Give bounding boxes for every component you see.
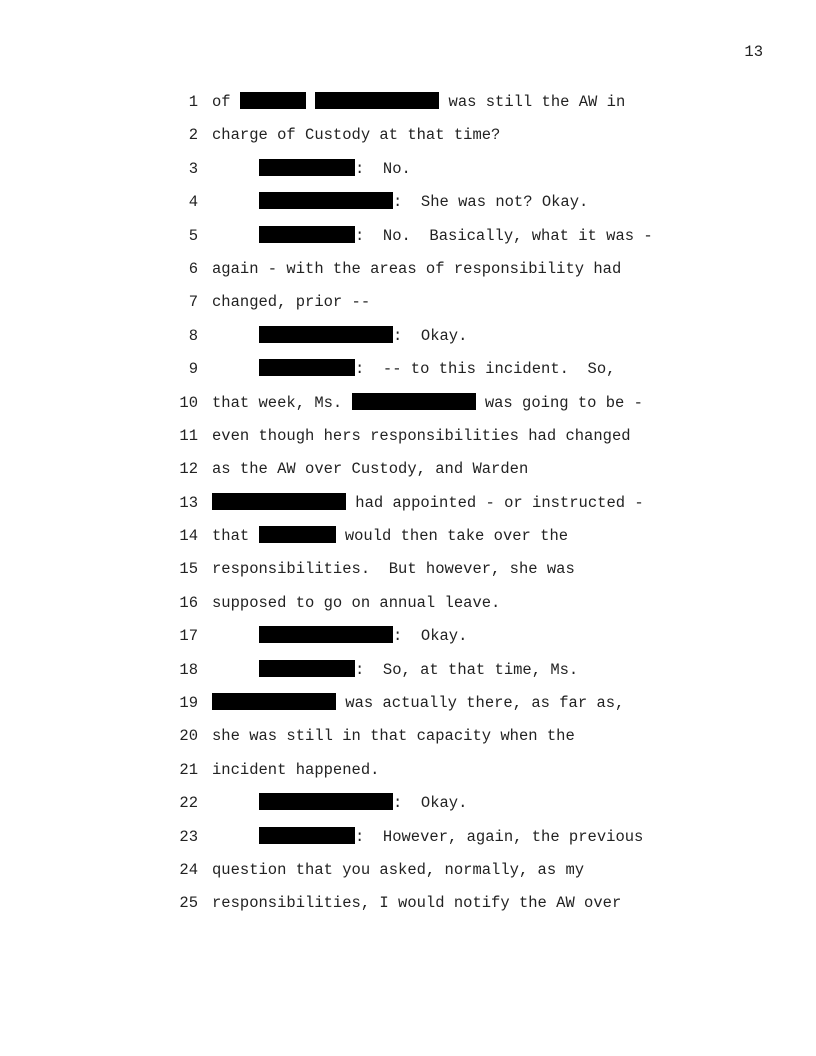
transcript-line [0, 821, 816, 854]
line-number: 4 [188, 193, 198, 212]
redaction-box [212, 493, 346, 510]
transcript-line [0, 353, 816, 386]
line-text [212, 453, 528, 486]
text-segment: even though hers responsibilities had changed [212, 426, 631, 445]
line-text [212, 153, 411, 186]
line-number: 14 [179, 527, 198, 546]
transcript-line [0, 620, 816, 653]
text-segment: responsibilities. But however, she was [212, 560, 575, 579]
line-number: 25 [179, 894, 198, 913]
line-text [212, 787, 467, 820]
transcript-line [0, 453, 816, 486]
line-text [212, 420, 631, 453]
text-segment: as the AW over Custody, and Warden [212, 460, 529, 479]
transcript-line [0, 320, 816, 353]
redaction-box [315, 92, 439, 109]
text-segment: again - with the areas of responsibility had [212, 259, 622, 278]
redaction-box [240, 92, 306, 109]
line-text [212, 687, 624, 720]
line-text [212, 520, 568, 553]
redaction-box [259, 226, 355, 243]
line-number: 1 [188, 93, 198, 111]
redaction-box [259, 192, 393, 209]
transcript-line [0, 520, 816, 553]
transcript-line [0, 220, 816, 253]
redaction-box [212, 693, 336, 710]
redaction-box [259, 793, 393, 810]
text-segment: : Okay. [393, 326, 468, 345]
line-number: 16 [179, 593, 198, 612]
line-number: 7 [188, 293, 198, 312]
transcript-line [0, 487, 816, 520]
line-text [212, 654, 578, 687]
transcript-line [0, 253, 816, 286]
line-text [212, 754, 379, 787]
text-segment: of [212, 93, 240, 111]
text-segment: supposed to go on annual leave. [212, 593, 501, 612]
transcript-line [0, 119, 816, 152]
text-segment: : She was not? Okay. [393, 193, 589, 212]
line-number: 23 [179, 827, 198, 846]
line-number: 24 [179, 860, 198, 879]
redaction-box [259, 326, 393, 343]
transcript-line [0, 86, 816, 119]
line-number: 20 [179, 727, 198, 746]
redaction-box [259, 359, 355, 376]
line-number: 18 [179, 660, 198, 679]
line-text [212, 353, 615, 386]
line-text [212, 587, 500, 620]
transcript-line [0, 587, 816, 620]
line-text [212, 387, 643, 420]
line-number: 2 [188, 126, 198, 145]
text-segment: charge of Custody at that time? [212, 126, 501, 145]
line-number: 6 [188, 259, 198, 278]
text-segment: : No. Basically, what it was - [355, 226, 653, 245]
text-segment: was actually there, as far as, [336, 694, 625, 713]
redaction-box [352, 393, 476, 410]
line-number: 21 [179, 760, 198, 779]
line-text [212, 821, 643, 854]
line-text [212, 887, 621, 920]
line-number: 9 [188, 360, 198, 379]
line-text [212, 286, 370, 319]
transcript-line [0, 720, 816, 753]
transcript-line [0, 286, 816, 319]
text-segment: : Okay. [393, 794, 468, 813]
line-number: 8 [188, 326, 198, 345]
line-number: 5 [188, 226, 198, 245]
line-text [212, 620, 467, 653]
transcript-line [0, 687, 816, 720]
text-segment: : So, at that time, Ms. [355, 660, 579, 679]
text-segment: : -- to this incident. So, [355, 360, 616, 379]
text-segment: : No. [355, 159, 411, 178]
line-text [212, 487, 644, 520]
line-text [212, 320, 467, 353]
text-segment: responsibilities, I would notify the AW over [212, 894, 622, 913]
line-number: 17 [179, 627, 198, 646]
line-text [212, 854, 584, 887]
redaction-box [259, 159, 355, 176]
transcript-line [0, 153, 816, 186]
transcript-line [0, 420, 816, 453]
redaction-box [259, 526, 336, 543]
line-text [212, 553, 575, 586]
text-segment [306, 93, 315, 111]
line-number: 3 [188, 159, 198, 178]
text-segment: had appointed - or instructed - [346, 493, 644, 512]
line-text [212, 119, 500, 152]
line-number: 22 [179, 794, 198, 813]
redaction-box [259, 626, 393, 643]
text-segment: question that you asked, normally, as my [212, 860, 585, 879]
page-number: 13 [744, 43, 763, 61]
text-segment: changed, prior -- [212, 293, 371, 312]
text-segment: would then take over the [335, 527, 569, 546]
line-number: 15 [179, 560, 198, 579]
transcript-line [0, 553, 816, 586]
text-segment: : However, again, the previous [355, 827, 644, 846]
line-number: 13 [179, 493, 198, 512]
text-segment: that week, Ms. [212, 393, 352, 412]
line-text [212, 86, 625, 119]
text-segment: incident happened. [212, 760, 380, 779]
transcript-line [0, 787, 816, 820]
transcript-line [0, 186, 816, 219]
text-segment: was still the AW in [439, 93, 626, 111]
transcript-line [0, 887, 816, 920]
redaction-box [259, 660, 355, 677]
line-number: 11 [179, 426, 198, 445]
line-text [212, 253, 621, 286]
redaction-box [259, 827, 355, 844]
transcript-line [0, 854, 816, 887]
line-text [212, 220, 653, 253]
line-text [212, 720, 575, 753]
text-segment: she was still in that capacity when the [212, 727, 575, 746]
line-text [212, 186, 588, 219]
transcript-line [0, 754, 816, 787]
text-segment: was going to be - [475, 393, 643, 412]
line-number: 12 [179, 460, 198, 479]
transcript-line [0, 387, 816, 420]
text-segment: : Okay. [393, 627, 468, 646]
transcript-line [0, 654, 816, 687]
line-number: 10 [179, 393, 198, 412]
line-number: 19 [179, 694, 198, 713]
transcript-body [0, 86, 816, 921]
text-segment: that [212, 527, 259, 546]
